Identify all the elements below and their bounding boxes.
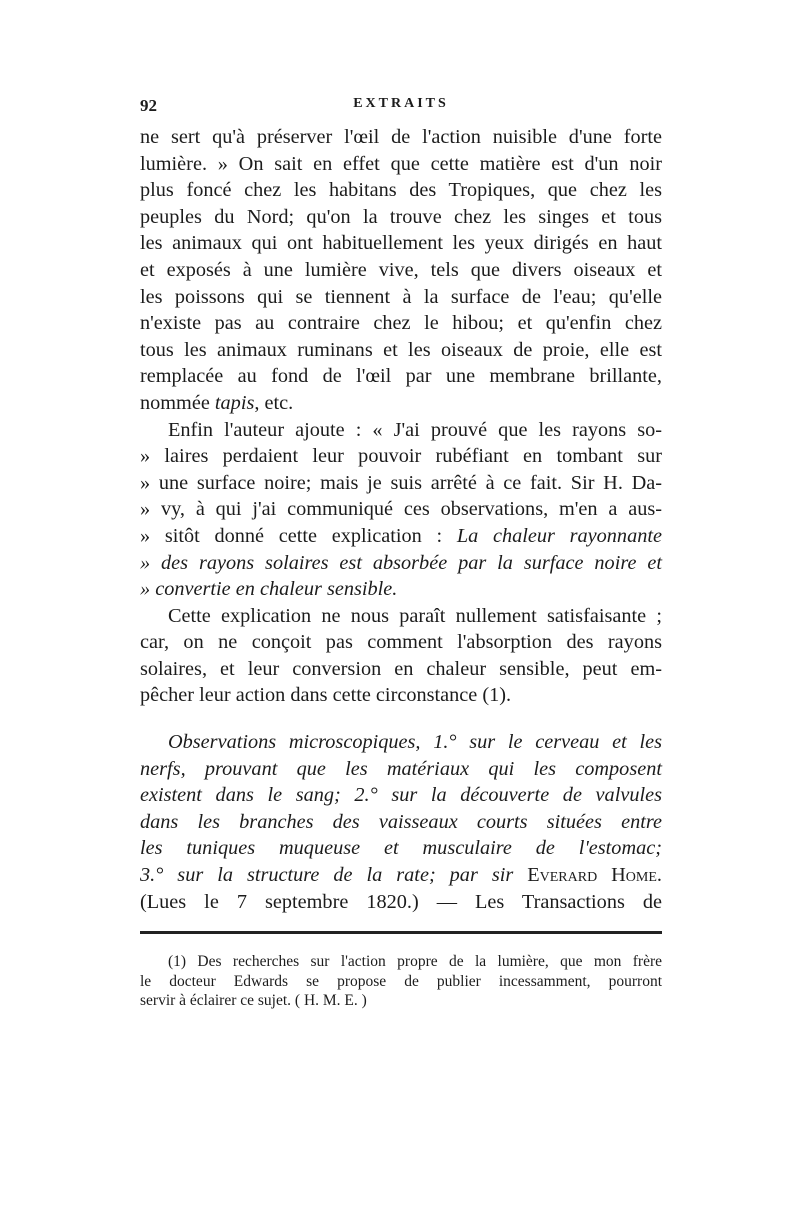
text-line: Enfin l'auteur ajoute : « J'ai prouvé que les rayons so- bbox=[168, 418, 662, 441]
text-line: » vy, à qui j'ai communiqué ces observations, m'en a aus- bbox=[140, 498, 662, 521]
text-line: les animaux qui ont habituellement les yeux dirigés en haut bbox=[140, 232, 662, 255]
text-line: ne sert qu'à préserver l'œil de l'action nuisible d'une forte bbox=[140, 126, 662, 148]
italic-quote: La chaleur rayonnante bbox=[456, 524, 662, 547]
text-line: existent dans le sang; 2.° sur la découverte de valvules bbox=[140, 784, 662, 807]
text-line bbox=[140, 862, 662, 889]
text-line: » des rayons solaires est absorbée par la surface noire et bbox=[140, 551, 662, 574]
text-line: nerfs, prouvant que les matériaux qui les composent bbox=[140, 757, 662, 780]
paragraph-2 bbox=[140, 417, 662, 603]
book-page bbox=[140, 96, 662, 1011]
text-line: pêcher leur action dans cette circonstance (1). bbox=[140, 684, 512, 707]
text-line: » convertie en chaleur sensible. bbox=[140, 578, 398, 601]
text-line: plus foncé chez les habitans des Tropiques, que chez les bbox=[140, 179, 662, 202]
text-span: » sitôt donné cette explication : bbox=[140, 524, 457, 547]
footnote-line: (1) Des recherches sur l'action propre de la lumière, que mon frère bbox=[168, 953, 662, 971]
page-number: 92 bbox=[140, 96, 157, 115]
text-line: dans les branches des vaisseaux courts situées entre bbox=[140, 810, 662, 833]
paragraph-1 bbox=[140, 124, 662, 417]
footnote bbox=[140, 952, 662, 1011]
paragraph-4 bbox=[140, 729, 662, 915]
paragraph-gap bbox=[140, 709, 662, 729]
author-name: Everard Home. bbox=[527, 864, 662, 887]
text-line: tous les animaux ruminans et les oiseaux de proie, elle est bbox=[140, 338, 662, 361]
text-line: n'existe pas au contraire chez le hibou; et qu'enfin chez bbox=[140, 312, 662, 335]
text-span: nommée bbox=[140, 391, 215, 414]
text-line: lumière. » On sait en effet que cette matière est d'un noir bbox=[140, 152, 662, 175]
paragraph-3 bbox=[140, 603, 662, 709]
footnote-line: servir à éclairer ce sujet. ( H. M. E. ) bbox=[140, 992, 367, 1010]
text-line: les tuniques muqueuse et musculaire de l'estomac; bbox=[140, 837, 662, 860]
text-line: Observations microscopiques, 1.° sur le cerveau et les bbox=[168, 731, 662, 754]
text-line: » une surface noire; mais je suis arrêté à ce fait. Sir H. Da- bbox=[140, 471, 662, 494]
footnote-rule bbox=[140, 931, 662, 934]
page-header bbox=[140, 96, 662, 124]
footnote-line: le docteur Edwards se propose de publier incessamment, pourront bbox=[140, 972, 662, 990]
text-span: 3.° sur la structure de la rate; par sir bbox=[140, 864, 514, 887]
text-line bbox=[140, 523, 662, 550]
text-line: solaires, et leur conversion en chaleur sensible, peut em- bbox=[140, 657, 662, 680]
text-line: remplacée au fond de l'œil par une membrane brillante, bbox=[140, 365, 662, 388]
text-line: et exposés à une lumière vive, tels que divers oiseaux et bbox=[140, 258, 662, 281]
text-line bbox=[140, 390, 662, 417]
text-line: (Lues le 7 septembre 1820.) — Les Transactions de bbox=[140, 890, 662, 913]
text-span: , etc. bbox=[254, 391, 294, 414]
text-line: Cette explication ne nous paraît nullement satisfaisante ; bbox=[168, 604, 662, 627]
text-line: car, on ne conçoit pas comment l'absorption des rayons bbox=[140, 631, 662, 654]
running-title: EXTRAITS bbox=[353, 96, 449, 111]
text-line: les poissons qui se tiennent à la surface de l'eau; qu'elle bbox=[140, 285, 662, 308]
text-line: peuples du Nord; qu'on la trouve chez les singes et tous bbox=[140, 205, 662, 228]
text-line: » laires perdaient leur pouvoir rubéfiant en tombant sur bbox=[140, 445, 662, 468]
italic-term: tapis bbox=[214, 391, 255, 414]
